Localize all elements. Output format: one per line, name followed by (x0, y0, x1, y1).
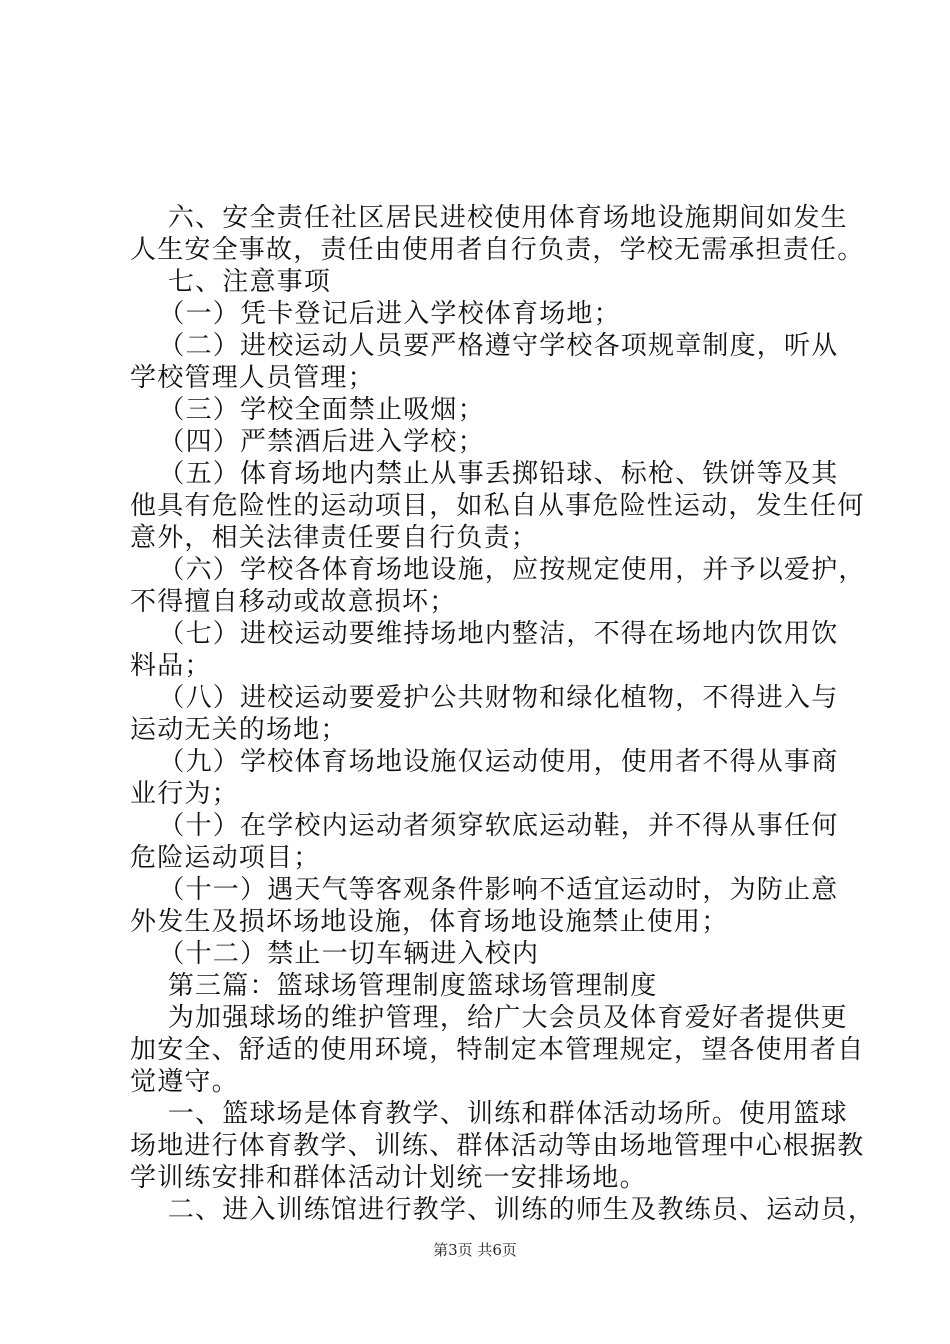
text-line: （十一）遇天气等客观条件影响不适宜运动时，为防止意 (130, 875, 839, 905)
text-line: 第三篇：篮球场管理制度篮球场管理制度 (130, 971, 658, 1001)
text-line: （一）凭卡登记后进入学校体育场地； (130, 299, 621, 329)
text-line: （四）严禁酒后进入学校； (130, 427, 485, 457)
text-line: 学校管理人员管理； (130, 363, 375, 393)
text-line: 业行为； (130, 779, 239, 809)
text-line: 加安全、舒适的使用环境，特制定本管理规定，望各使用者自 (130, 1035, 865, 1065)
text-line: 为加强球场的维护管理，给广大会员及体育爱好者提供更 (130, 1003, 848, 1033)
text-line: （二）进校运动人员要严格遵守学校各项规章制度，听从 (130, 331, 839, 361)
text-line: （六）学校各体育场地设施，应按规定使用，并予以爱护， (130, 555, 866, 585)
text-line: 学训练安排和群体活动计划统一安排场地。 (130, 1163, 647, 1193)
text-line: （十二）禁止一切车辆进入校内 (130, 939, 540, 969)
text-line: （九）学校体育场地设施仅运动使用，使用者不得从事商 (130, 747, 839, 777)
text-line: （三）学校全面禁止吸烟； (130, 395, 485, 425)
text-line: 料品； (130, 651, 212, 681)
text-line: 场地进行体育教学、训练、群体活动等由场地管理中心根据教 (130, 1131, 865, 1161)
text-line: 觉遵守。 (130, 1067, 239, 1097)
text-line: （八）进校运动要爱护公共财物和绿化植物，不得进入与 (130, 683, 839, 713)
text-line: （七）进校运动要维持场地内整洁，不得在场地内饮用饮 (130, 619, 839, 649)
text-line: （五）体育场地内禁止从事丢掷铅球、标枪、铁饼等及其 (130, 459, 839, 489)
text-line: 二、进入训练馆进行教学、训练的师生及教练员、运动员， (130, 1195, 876, 1225)
text-line: 运动无关的场地； (130, 715, 348, 745)
text-line: 意外，相关法律责任要自行负责； (130, 523, 539, 553)
text-line: （十）在学校内运动者须穿软底运动鞋，并不得从事任何 (130, 811, 839, 841)
text-line: 六、安全责任社区居民进校使用体育场地设施期间如发生 (130, 203, 848, 233)
page-number-footer: 第3页 共6页 (433, 1241, 517, 1259)
document-body (130, 202, 876, 1226)
text-line: 外发生及损坏场地设施，体育场地设施禁止使用； (130, 907, 729, 937)
text-line: 七、注意事项 (130, 267, 332, 297)
text-line: 他具有危险性的运动项目，如私自从事危险性运动，发生任何 (130, 491, 865, 521)
text-line: 人生安全事故，责任由使用者自行负责，学校无需承担责任。 (130, 235, 865, 265)
text-line: 不得擅自移动或故意损坏； (130, 587, 457, 617)
text-line: 一、篮球场是体育教学、训练和群体活动场所。使用篮球 (130, 1099, 848, 1129)
text-line: 危险运动项目； (130, 843, 321, 873)
